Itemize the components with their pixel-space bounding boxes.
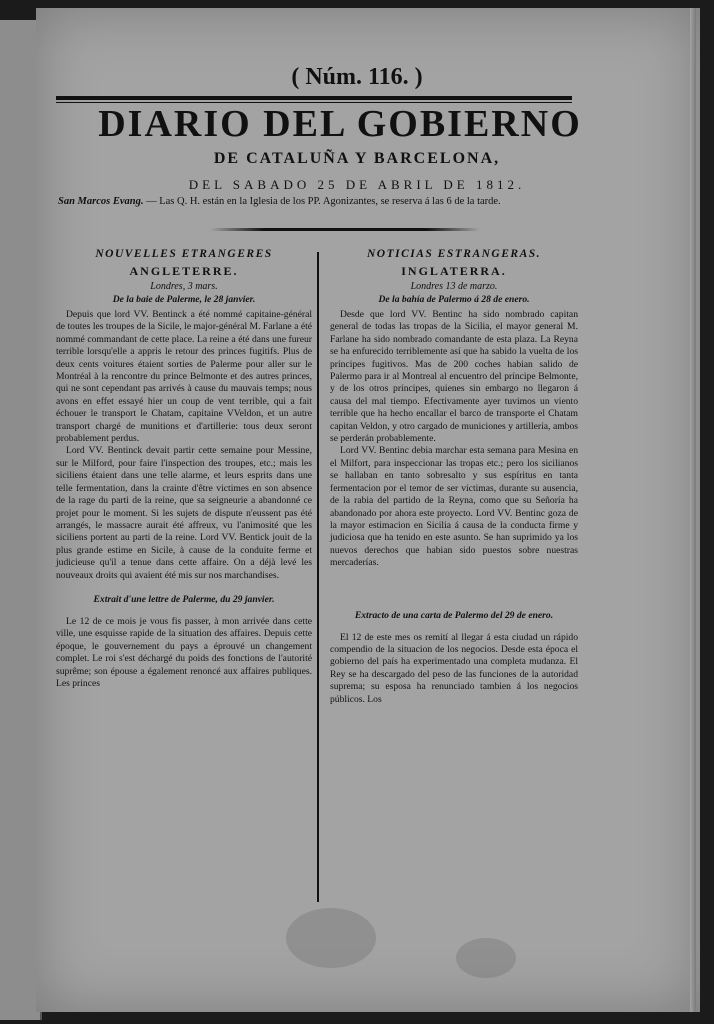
section-heading: NOUVELLES ETRANGERES — [95, 248, 273, 260]
article-paragraph: Desde que lord VV. Bentinc ha sido nombrado capitan general de todas las tropas de la Sicilia, el mayor general M. Farlane ha sido nombrado comandante de esta plaza. La Reyna se ha enfurecido terriblemente así que ha sabido la vuelta de los príncipes fugitivos. Mas de 200 coches habian salido de Palermo para ir al Montreal al encuentro del príncipe Belmonte, y de los otros príncipes, quienes sin embargo no llegaron á causa del mal tiempo. Efectivamente ayer tuvimos un viento terrible que ha hecho encallar el barco de transporte el Chatam capitan Veldon, y otro cargado de municiones y artillería, ambos se perderán probablemente. — [330, 309, 578, 445]
saint-notice-text: Las Q. H. están en la Iglesia de los PP. Agonizantes, se reserva á las 6 de la tarde. — [159, 196, 501, 207]
column-divider — [317, 252, 319, 902]
spanish-column — [330, 248, 578, 706]
page-stain — [456, 938, 516, 978]
excerpt-title: Extrait d'une lettre de Palerme, du 29 janvier. — [93, 593, 275, 605]
place-date: Londres 13 de marzo. — [410, 281, 498, 292]
saint-notice: San Marcos Evang. — Las Q. H. están en la Iglesia de los PP. Agonizantes, se reserva á las 6 de la tarde. — [58, 196, 501, 207]
article-paragraph: Depuis que lord VV. Bentinck a été nommé capitaine-général de toutes les troupes de la Sicile, le major-général M. Farlane a été nommé commandant de cette place. La reine a été dans une fureur terrible lorsqu'elle a appris le retour des princes fugitifs. Plus de deux cents voitures étaient sorties de Palerme pour aller sur le Montréal à la rencontre du prince Belmonte et des autres princes, qui ne sont cependant pas arrivés à cause du mauvais temps; nous avons en effet essayé hier un coup de vent terrible, qui a fait échouer le transport le Chatam, capitaine VVeldon, et un autre transport chargé de munitions et d'artillerie: tous deux seront probablement perdus. — [56, 309, 312, 445]
issue-number: ( Núm. 116. ) — [291, 64, 423, 90]
excerpt-paragraph: Le 12 de ce mois je vous fis passer, à mon arrivée dans cette ville, une esquisse rapide de la situation des affaires. Depuis cette époque, le gouvernement du pays a éprouvé un changement complet. Le roi s'est déchargé du poids des fonctions de l'autorité suprême; son épouse a également renoncé aux affaires publiques. Les princes — [56, 615, 312, 689]
section-heading: NOTICIAS ESTRANGERAS. — [366, 248, 542, 260]
newspaper-title: DIARIO DEL GOBIERNO — [98, 103, 582, 145]
saint-name: San Marcos Evang. — [58, 196, 144, 207]
country-heading: ANGLETERRE. — [129, 264, 239, 278]
masthead-rule-top — [56, 96, 572, 100]
article-paragraph: Lord VV. Bentinc debia marchar esta semana para Mesina en el Milfort, para inspeccionar las tropas etc.; pero los sicilianos se hallaban en tanto sobresalto y sus espíritus en tanta fermentacion por el temor de ser víctimas, durante su ausencia, de la rabia del partido de la Reyna, como que su Señoría ha abandonado por ahora este proyecto. Lord VV. Bentinc goza de la mayor estimacion en Sicilia á causa de la conducta firme y judiciosa que ha tenido en este asunto. Se han suprimido ya los nuevos derechos que habian sido puestos sobre nuestras mercaderías. — [330, 445, 578, 569]
excerpt-paragraph: El 12 de este mes os remití al llegar á esta ciudad un rápido compendio de la situacion de los negocios. Desde esta época el gobierno del país ha experimentado una completa mudanza. El Rey se ha descargado del peso de las funciones de la autoridad suprema; su esposa ha renunciado tambien á los negocios públicos. Los — [330, 631, 578, 705]
ornament-divider — [210, 228, 480, 231]
sub-place-date: De la bahía de Palermo á 28 de enero. — [378, 294, 530, 305]
excerpt-title: Extracto de una carta de Palermo del 29 de enero. — [354, 609, 554, 621]
newspaper-subtitle: DE CATALUÑA Y BARCELONA, — [213, 150, 501, 167]
place-date: Londres, 3 mars. — [150, 281, 218, 292]
french-column — [56, 248, 312, 690]
sub-place-date: De la baie de Palerme, le 28 janvier. — [112, 294, 256, 305]
article-paragraph: Lord VV. Bentinck devait partir cette semaine pour Messine, sur le Milford, pour faire l'inspection des troupes, etc.; mais les siciliens étaient dans une telle alarme, et leurs esprits dans une telle fermentation, dans la crainte d'être victimes en son absence de la rage du parti de la reine, que sa seigneurie a abandonné ce projet pour le moment. Si les sujets de dispute n'eussent pas été arrangés, le massacre aurait été affreux, vu l'animosité que les siciliens portent au parti de la reine. Lord VV. Bentick jouit de la plus grande estime en Sicile, à cause de la conduite ferme et judicieuse qu'il a tenue dans cette affaire. On a déjà levé les nouveaux droits qui avaient été mis sur nos marchandises. — [56, 445, 312, 581]
page-stain — [286, 908, 376, 968]
country-heading: INGLATERRA. — [401, 264, 507, 278]
dateline: DEL SABADO 25 DE ABRIL DE 1812. — [188, 177, 526, 192]
